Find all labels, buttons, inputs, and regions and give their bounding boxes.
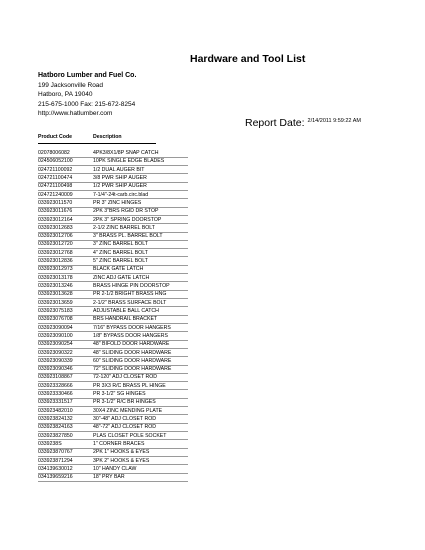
- description-cell: PLAS CLOSET POLE SOCKET: [93, 432, 167, 439]
- product-code-cell: 033923824163: [38, 424, 73, 431]
- description-cell: 1/2 PWR SHIP AUGER: [93, 183, 147, 190]
- product-code-cell: 033923870767: [38, 449, 73, 456]
- table-row: [38, 366, 188, 374]
- table-row: [38, 408, 188, 416]
- company-website: http://www.hatlumber.com: [38, 110, 113, 117]
- table-row: [38, 466, 188, 474]
- description-cell: 7/16" BYPASS DOOR HANGERS: [93, 324, 171, 331]
- table-row: [38, 449, 188, 457]
- description-cell: 2-1/2 ZINC BARREL BOLT: [93, 224, 155, 231]
- company-address-line1: 199 Jacksonville Road: [38, 81, 104, 89]
- description-cell: 3" BRASS PL. BARREL BOLT: [93, 233, 163, 240]
- description-cell: BLACK GATE LATCH: [93, 266, 144, 273]
- table-row: [38, 416, 188, 424]
- product-code-cell: 033923013628: [38, 291, 73, 298]
- product-code-cell: 033923108867: [38, 374, 73, 381]
- description-cell: 10PK SINGLE EDGE BLADES: [93, 158, 165, 165]
- table-row: [38, 300, 188, 308]
- description-cell: ZINC ADJ GATE LATCH: [93, 274, 150, 281]
- table-row: [38, 474, 188, 482]
- product-code-cell: 033923328666: [38, 382, 73, 389]
- table-row: [38, 333, 188, 341]
- company-info: [38, 71, 136, 119]
- column-header-description: Description: [93, 134, 122, 140]
- description-cell: 72" SLIDING DOOR HARDWARE: [93, 366, 172, 373]
- description-cell: 1/8" BYPASS DOOR HANGERS: [93, 332, 168, 339]
- table-row: [38, 217, 188, 225]
- table-row: [38, 325, 188, 333]
- product-code-cell: 024721100092: [38, 166, 73, 173]
- product-code-cell: 0339238S: [38, 440, 62, 447]
- company-address-line2: Hatboro, PA 19040: [38, 91, 93, 98]
- product-code-cell: 033923090339: [38, 357, 73, 364]
- description-cell: 2PK 3"BRS RGID DR STOP: [93, 208, 159, 215]
- table-row: [38, 233, 188, 241]
- product-code-cell: 033923012720: [38, 241, 73, 248]
- description-cell: 4PK3/8X1/8P SNAP CATCH: [93, 150, 159, 156]
- company-name: Hatboro Lumber and Fuel Co.: [38, 72, 137, 79]
- table-row: [38, 208, 188, 216]
- product-table-body: [38, 150, 188, 483]
- table-row: [38, 358, 188, 366]
- description-cell: 2-1/2" BRASS SURFACE BOLT: [93, 299, 167, 306]
- table-row: [38, 200, 188, 208]
- description-cell: 48"-72" ADJ CLOSET ROD: [93, 424, 156, 431]
- product-code-cell: 033923482010: [38, 407, 73, 414]
- description-cell: ADJUSTABLE BALL CATCH: [93, 307, 159, 314]
- product-code-cell: 024721100498: [38, 183, 73, 190]
- table-row: [38, 150, 188, 158]
- product-code-cell: 034139659216: [38, 474, 73, 481]
- product-code-cell: 024506052100: [38, 158, 73, 165]
- table-row: [38, 175, 188, 183]
- description-cell: PR 3" ZINC HINGES: [93, 199, 142, 206]
- description-cell: BRASS HINGE PIN DOORSTOP: [93, 283, 170, 289]
- table-row: [38, 441, 188, 449]
- description-cell: PR 3-1/2" R/C BR HINGES: [93, 399, 156, 406]
- table-row: [38, 167, 188, 175]
- description-cell: PR 3X3 R/C BRASS PL HINGE: [93, 382, 166, 389]
- header-divider: [38, 143, 156, 144]
- product-code-cell: 033923013246: [38, 283, 73, 289]
- product-code-cell: 033923012164: [38, 216, 73, 223]
- description-cell: 3PK 2" HOOKS & EYES: [93, 457, 150, 464]
- product-code-cell: 033923827850: [38, 432, 73, 439]
- table-row: [38, 258, 188, 266]
- table-row: [38, 158, 188, 166]
- company-phone: 215-675-1000 Fax: 215-672-8254: [38, 100, 136, 108]
- table-row: [38, 225, 188, 233]
- description-cell: 1/2 DUAL AUGER BIT: [93, 166, 145, 173]
- description-cell: 30X4 ZINC MENDING PLATE: [93, 407, 163, 414]
- product-code-cell: 033923011676: [38, 208, 73, 215]
- table-row: [38, 391, 188, 399]
- table-row: [38, 433, 188, 441]
- product-code-cell: 033923331517: [38, 399, 73, 406]
- product-code-cell: 033923871294: [38, 457, 73, 464]
- product-code-cell: 033923090100: [38, 332, 73, 339]
- product-code-cell: 033923090094: [38, 324, 73, 331]
- description-cell: 48" BIFOLD DOOR HARDWARE: [93, 341, 170, 348]
- table-row: [38, 250, 188, 258]
- table-row: [38, 275, 188, 283]
- table-row: [38, 291, 188, 299]
- description-cell: 7-1/4"-24t-carb.circ.blad: [93, 191, 149, 198]
- description-cell: 3" ZINC BARREL BOLT: [93, 241, 148, 248]
- report-date-label: Report Date:: [245, 117, 305, 129]
- table-row: [38, 458, 188, 466]
- product-code-cell: 033923012683: [38, 224, 73, 231]
- description-cell: 60" SLIDING DOOR HARDWARE: [93, 357, 172, 364]
- product-code-cell: 033923012973: [38, 266, 73, 273]
- product-code-cell: 034139630012: [38, 465, 73, 472]
- product-code-cell: 024721100474: [38, 174, 73, 181]
- table-row: [38, 350, 188, 358]
- product-code-cell: 033923090346: [38, 366, 73, 373]
- description-cell: 72-120" ADJ CLOSET ROD: [93, 374, 158, 381]
- table-row: [38, 383, 188, 391]
- description-cell: 4" ZINC BARREL BOLT: [93, 249, 148, 256]
- table-row: [38, 192, 188, 200]
- table-row: [38, 266, 188, 274]
- product-code-cell: 033923076708: [38, 316, 73, 323]
- table-row: [38, 374, 188, 382]
- product-code-cell: 033923824132: [38, 416, 73, 422]
- description-cell: 48" SLIDING DOOR HARDWARE: [93, 349, 172, 356]
- product-code-cell: 033923075183: [38, 307, 73, 314]
- product-code-cell: 024721240009: [38, 191, 73, 198]
- table-row: [38, 399, 188, 407]
- description-cell: 30"-48" ADJ CLOSET ROD: [93, 416, 156, 422]
- document-title: Hardware and Tool List: [190, 53, 306, 65]
- description-cell: 2PK 3" SPRING DOORSTOP: [93, 216, 162, 223]
- report-date: [245, 113, 361, 131]
- table-row: [38, 316, 188, 324]
- description-cell: 5" ZINC BARREL BOLT: [93, 258, 148, 265]
- product-code-cell: 033923090322: [38, 349, 73, 356]
- description-cell: 10" HANDY CLAW: [93, 465, 137, 472]
- row-divider: [38, 481, 188, 482]
- report-date-value: 2/14/2011 9:59:22 AM: [307, 118, 361, 124]
- product-code-cell: 033923013178: [38, 274, 73, 281]
- description-cell: PR 2-1/2 BRIGHT BRASS HNG: [93, 291, 167, 298]
- description-cell: 2PK 1" HOOKS & EYES: [93, 449, 150, 456]
- table-row: [38, 283, 188, 291]
- column-header-product-code: Product Code: [38, 134, 73, 140]
- product-code-cell: 02078006082: [38, 150, 70, 156]
- table-row: [38, 241, 188, 249]
- product-code-cell: 033923012768: [38, 249, 73, 256]
- product-code-cell: 033923012706: [38, 233, 73, 240]
- product-code-cell: 033923011570: [38, 199, 73, 206]
- table-row: [38, 424, 188, 432]
- table-row: [38, 183, 188, 191]
- description-cell: 3/8 PWR SHIP AUGER: [93, 174, 147, 181]
- description-cell: 1" CORNER BRACES: [93, 440, 145, 447]
- description-cell: BRS HANDRAIL BRACKET: [93, 316, 158, 323]
- table-row: [38, 341, 188, 349]
- product-code-cell: 033923013659: [38, 299, 73, 306]
- product-code-cell: 033923090254: [38, 341, 73, 348]
- table-row: [38, 308, 188, 316]
- product-code-cell: 033923012836: [38, 258, 73, 265]
- description-cell: PR 3-1/2" SG HINGES: [93, 391, 146, 398]
- product-code-cell: 033923330466: [38, 391, 73, 398]
- description-cell: 18" PRY BAR: [93, 474, 125, 481]
